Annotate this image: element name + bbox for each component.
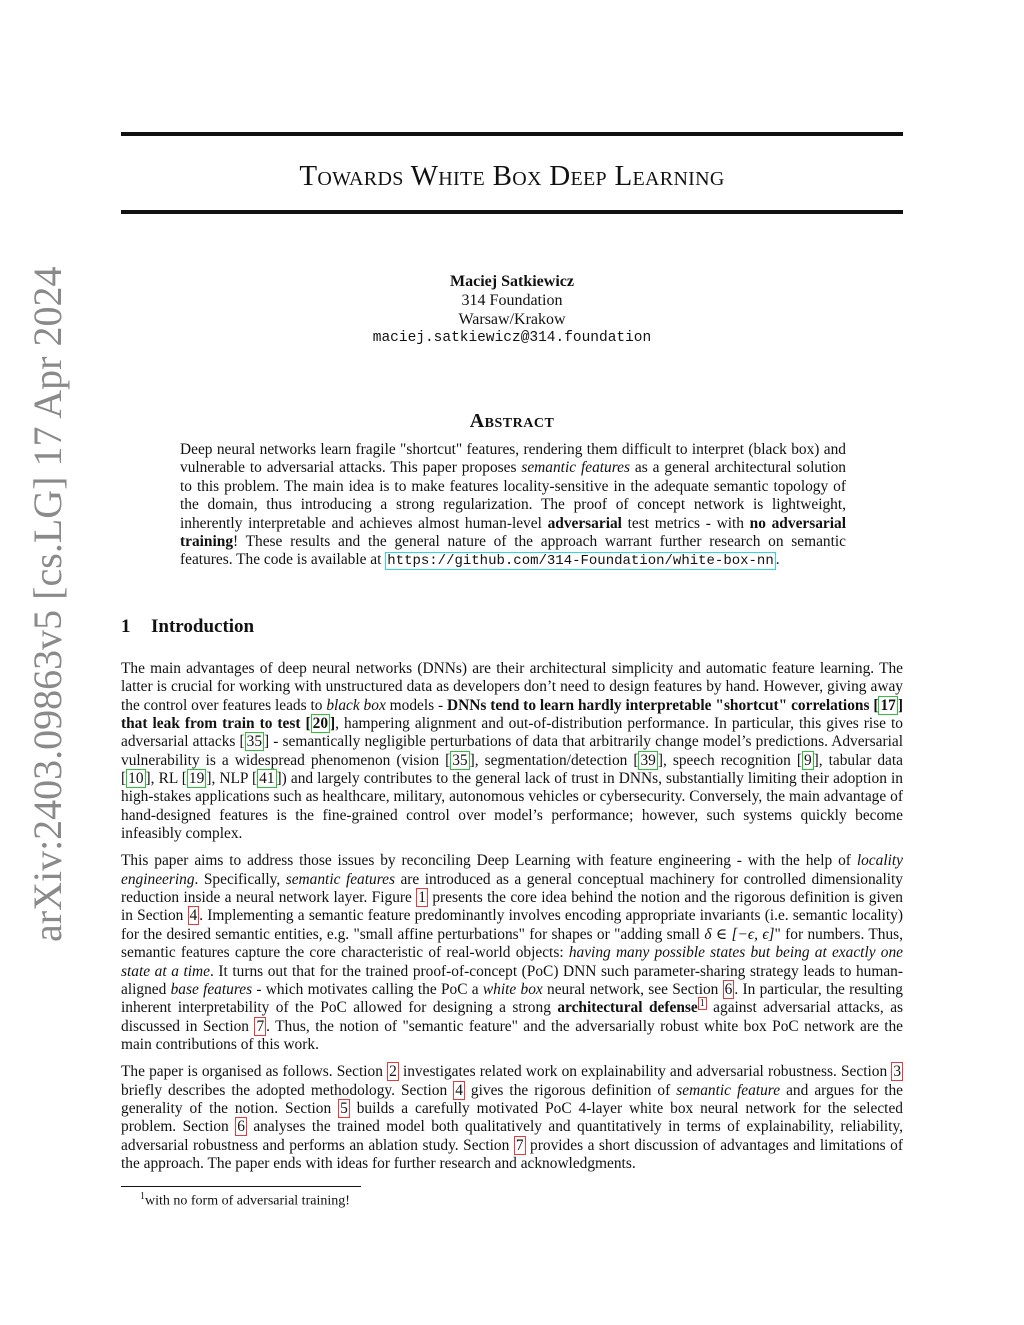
section-reference-link[interactable]: 4 (189, 907, 198, 925)
citation-link[interactable]: 20 (312, 715, 329, 733)
abstract-bold: adversarial (547, 514, 622, 532)
author-location: Warsaw/Krakow (458, 311, 566, 328)
footnote (140, 1191, 350, 1210)
citation-link[interactable]: 41 (259, 770, 275, 788)
abstract-heading: Abstract (469, 410, 555, 432)
author-affiliation: 314 Foundation (461, 292, 563, 309)
inline-math: δ ∈ [−ϵ, ϵ] (704, 925, 775, 943)
abstract-bold: no adversarial training (180, 514, 846, 551)
title-rule-top (121, 132, 903, 136)
paper-title: Towards White Box Deep Learning (299, 160, 725, 192)
citation-link[interactable]: 9 (803, 751, 812, 769)
paragraph: The main advantages of deep neural networks (DNNs) are their architectural simplicity and automatic feature learning. The latter is crucial for working with unstructured data as developers don’t need to design features by hand. However, giving away the control over features leads to black box models - DNNs tend to learn hardly interpretable "shortcut" correlations [ 17 ] that leak from train to test [ 20 ], hampering alignment and out-of-distribution performance. In particular, this gives rise to adversarial attacks [ 35 ] - semantically negligible perturbations of data that arbitrarily change model’s predictions. Adversarial vulnerability is a widespread phenomenon (vision [ 35 ], segmentation/detection [ 39 ], speech recognition [ 9 ], tabular data [ 10 ], RL [ 19 ], NLP [ 41 ]) and largely contributes to the general lack of trust in DNNs, substantially limiting their adoption in high-stakes applications such as healthcare, military, autonomous vehicles or cybersecurity. Conversely, the main advantage of hand-designed features is the fine-grained control over model’s performance; however, such systems quickly become infeasibly complex. (121, 660, 903, 843)
code-url-link[interactable]: https://github.com/314-Foundation/white-box-nn (387, 553, 774, 570)
section-reference-link[interactable]: 6 (237, 1118, 245, 1136)
citation-link[interactable]: 19 (188, 770, 205, 788)
footnote-text: with no form of adversarial training! (145, 1193, 350, 1209)
footnote-divider (121, 1186, 361, 1187)
citation-link[interactable]: 10 (128, 770, 144, 788)
paragraph: This paper aims to address those issues by reconciling Deep Learning with feature engineering - with the help of locality engineering. Specifically, semantic features are introduced as a general conceptual machinery for controlled dimensionality reduction inside a neural network layer. Figure 1 presents the core idea behind the notion and the rigorous definition is given in Section 4 . Implementing a semantic feature predominantly involves encoding appropriate invariants (i.e. semantic locality) for the desired semantic entities, e.g. "small affine perturbations" for shapes or "adding small δ ∈ [−ϵ, ϵ]" for numbers. Thus, semantic features capture the core characteristic of real-world objects: having many possible states but being at exactly one state at a time. It turns out that for the trained proof-of-concept (PoC) DNN such parameter-sharing strategy leads to human-aligned base features - which motivates calling the PoC a white box neural network, see Section 6 . In particular, the resulting inherent interpretability of the PoC allowed for designing a strong architectural defense $^1$ against adversarial attacks, as discussed in Section 7 . Thus, the notion of "semantic feature" and the adversarially robust white box PoC network are the main contributions of this work. (121, 852, 904, 1053)
paragraph: The paper is organised as follows. Section 2 investigates related work on explainability and adversarial robustness. Section 3 briefly describes the adopted methodology. Section 4 gives the rigorous definition of semantic feature and argues for the generality of the notion. Section 5 builds a carefully motivated PoC 4-layer white box neural network for the selected problem. Section 6 analyses the trained model both qualitatively and quantitatively in terms of explainability, reliability, adversarial robustness and performs an ablation study. Section 7 provides a short discussion of advantages and limitations of the approach. The paper ends with ideas for further research and acknowledgments. (121, 1063, 903, 1172)
abstract-emphasis: semantic features (521, 459, 630, 477)
section-reference-link[interactable]: 5 (340, 1099, 348, 1117)
section-heading (121, 616, 254, 638)
citation-link[interactable]: 17 (880, 696, 896, 714)
citation-link[interactable]: 35 (452, 751, 468, 769)
citation-link[interactable]: 39 (640, 751, 656, 769)
arxiv-identifier: arXiv:2403.09863v5 [cs.LG] 17 Apr 2024 (25, 266, 70, 942)
section-title: Introduction (151, 616, 255, 637)
section-number: 1 (121, 616, 131, 637)
figure-reference-link[interactable]: 1 (418, 889, 426, 907)
abstract-text: Deep neural networks learn fragile "shortcut" features, rendering them difficult to interpret (black box) and vulnerable to adversarial attacks. This paper proposes semantic features as a general architectural solution to this problem. The main idea is to make features locality-sensitive in the adequate semantic topology of the domain, thus introducing a strong regularization. The proof of concept network is lightweight, inherently interpretable and achieves almost human-level adversarial test metrics - with no adversarial training! These results and the general nature of the approach warrant further research on semantic features. The code is available at https://github.com/314-Foundation/white-box-nn . (180, 441, 846, 570)
citation-link[interactable]: 35 (246, 733, 263, 751)
section-reference-link[interactable]: 7 (515, 1136, 524, 1154)
section-reference-link[interactable]: 7 (256, 1017, 265, 1035)
title-rule-bottom (121, 210, 903, 214)
section-reference-link[interactable]: 2 (389, 1063, 397, 1081)
author-name: Maciej Satkiewicz (450, 273, 574, 290)
introduction-body (121, 660, 903, 1182)
author-block (121, 272, 903, 348)
section-reference-link[interactable]: 4 (455, 1081, 463, 1099)
section-reference-link[interactable]: 6 (724, 980, 733, 998)
section-reference-link[interactable]: 3 (893, 1063, 902, 1081)
footnote-mark: 1 (140, 1191, 145, 1202)
author-email[interactable]: maciej.satkiewicz@314.foundation (372, 330, 652, 346)
footnote-marker-link[interactable]: 1 (699, 998, 705, 1010)
